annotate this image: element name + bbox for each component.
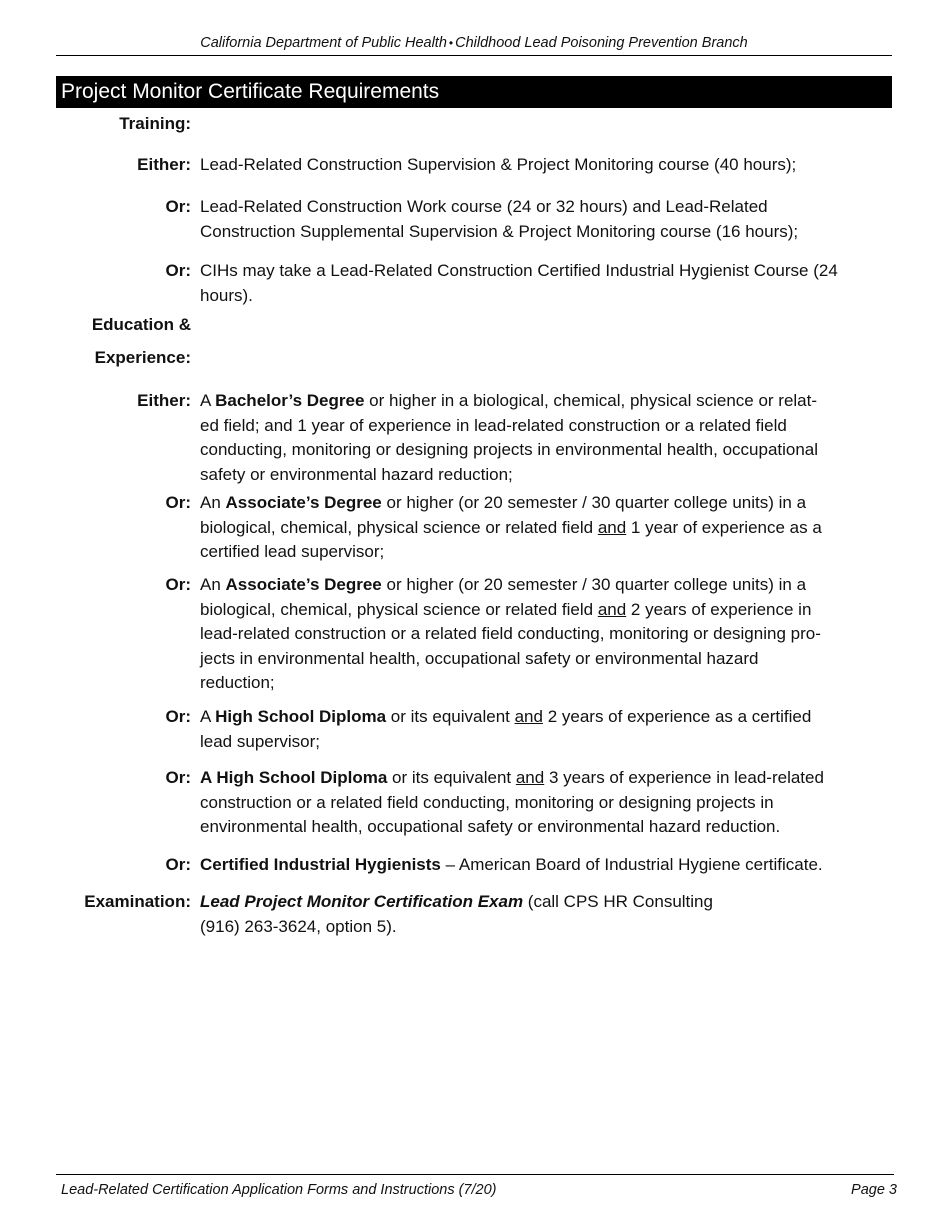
education-label-line1: Education & bbox=[91, 315, 191, 334]
text-line: lead supervisor; bbox=[200, 731, 321, 751]
phone-line: (916) 263-3624, option 5). bbox=[200, 916, 397, 936]
training-item-text: Lead-Related Construction Supervision & Project Monitoring course (40 hours); bbox=[200, 155, 797, 174]
degree-name: Associate’s Degree bbox=[225, 575, 382, 594]
underlined-and: and bbox=[515, 768, 545, 787]
header-divider bbox=[56, 55, 892, 56]
training-item-label: Or: bbox=[165, 197, 191, 216]
text-line: construction or a related field conducting, monitoring or designing projects in bbox=[200, 792, 774, 812]
education-item-text bbox=[200, 491, 888, 565]
education-item-text bbox=[200, 705, 888, 754]
text-line: ed field; and 1 year of experience in lead-related construction or a related field bbox=[200, 415, 787, 435]
text-segment: biological, chemical, physical science or related field bbox=[200, 517, 598, 537]
examination-text bbox=[200, 890, 888, 939]
text-line: environmental health, occupational safety or environmental hazard reduction. bbox=[200, 817, 781, 836]
education-item-text bbox=[200, 766, 888, 840]
text-segment: – American Board of Industrial Hygiene certificate. bbox=[440, 855, 823, 874]
text-segment: or higher (or 20 semester / 30 quarter college units) in a bbox=[381, 575, 807, 594]
text-segment: or its equivalent bbox=[386, 707, 515, 726]
text-segment: or higher in a biological, chemical, physical science or relat- bbox=[364, 391, 818, 410]
text-line: conducting, monitoring or designing projects in environmental health, occupational bbox=[200, 440, 819, 459]
exam-name: Lead Project Monitor Certification Exam bbox=[200, 892, 524, 911]
footer-divider bbox=[56, 1174, 894, 1175]
training-label: Training: bbox=[119, 114, 191, 133]
text-segment: or higher (or 20 semester / 30 quarter college units) in a bbox=[381, 493, 807, 512]
text-segment: (call CPS HR Consulting bbox=[523, 892, 713, 911]
degree-name: A High School Diploma bbox=[200, 768, 388, 787]
text-line: certified lead supervisor; bbox=[200, 542, 385, 561]
text-segment: A bbox=[200, 391, 216, 410]
text-segment: 2 years of experience as a certified bbox=[542, 707, 812, 726]
text-segment: An bbox=[200, 493, 226, 512]
text-segment: 3 years of experience in lead-related bbox=[544, 768, 824, 787]
credential-name: Certified Industrial Hygienists bbox=[200, 855, 441, 874]
education-item-label: Or: bbox=[165, 855, 191, 874]
footer-doc-title: Lead-Related Certification Application Forms and Instructions (7/20) bbox=[61, 1182, 497, 1198]
education-item-label: Or: bbox=[165, 707, 191, 726]
education-item-label: Or: bbox=[165, 493, 191, 512]
training-item-label: Either: bbox=[137, 155, 191, 174]
underlined-and: and bbox=[514, 707, 543, 726]
text-segment: or its equivalent bbox=[387, 768, 516, 787]
header-branch: Childhood Lead Poisoning Prevention Branch bbox=[455, 35, 748, 51]
text-line: safety or environmental hazard reduction; bbox=[200, 464, 513, 484]
text-segment: 2 years of experience in bbox=[626, 599, 812, 619]
education-item-text bbox=[200, 389, 888, 487]
training-item-text: CIHs may take a Lead-Related Construction Certified Industrial Hygienist Course (24 hours). bbox=[200, 261, 838, 305]
underlined-and: and bbox=[597, 517, 627, 537]
section-title: Project Monitor Certificate Requirements bbox=[56, 76, 892, 108]
header-separator: • bbox=[448, 36, 454, 50]
education-item-label: Or: bbox=[165, 575, 191, 594]
degree-name: Bachelor’s Degree bbox=[215, 391, 365, 410]
text-segment: 1 year of experience as a bbox=[626, 517, 822, 537]
examination-label: Examination: bbox=[84, 892, 191, 911]
degree-name: High School Diploma bbox=[215, 707, 387, 726]
degree-name: Associate’s Degree bbox=[225, 493, 382, 512]
header-agency: California Department of Public Health bbox=[200, 35, 447, 51]
underlined-and: and bbox=[597, 599, 627, 619]
training-item-text: Lead-Related Construction Work course (24 or 32 hours) and Lead-Related Construction Supplemental Supervision & Project Monitoring course (16 hours); bbox=[200, 197, 799, 241]
page-header bbox=[56, 33, 892, 53]
text-segment: An bbox=[200, 575, 226, 594]
text-line: reduction; bbox=[200, 673, 275, 692]
education-item-text bbox=[200, 853, 920, 878]
education-item-label: Either: bbox=[137, 391, 191, 410]
training-item-label: Or: bbox=[165, 261, 191, 280]
text-segment: A bbox=[200, 707, 216, 726]
education-label-line2: Experience: bbox=[94, 348, 191, 367]
text-line: jects in environmental health, occupational safety or environmental hazard bbox=[200, 648, 759, 668]
education-item-label: Or: bbox=[165, 768, 191, 787]
education-item-text bbox=[200, 573, 888, 696]
text-line: lead-related construction or a related field conducting, monitoring or designing pro- bbox=[200, 624, 821, 643]
page-number: Page 3 bbox=[851, 1182, 897, 1198]
text-segment: biological, chemical, physical science or related field bbox=[200, 599, 598, 619]
